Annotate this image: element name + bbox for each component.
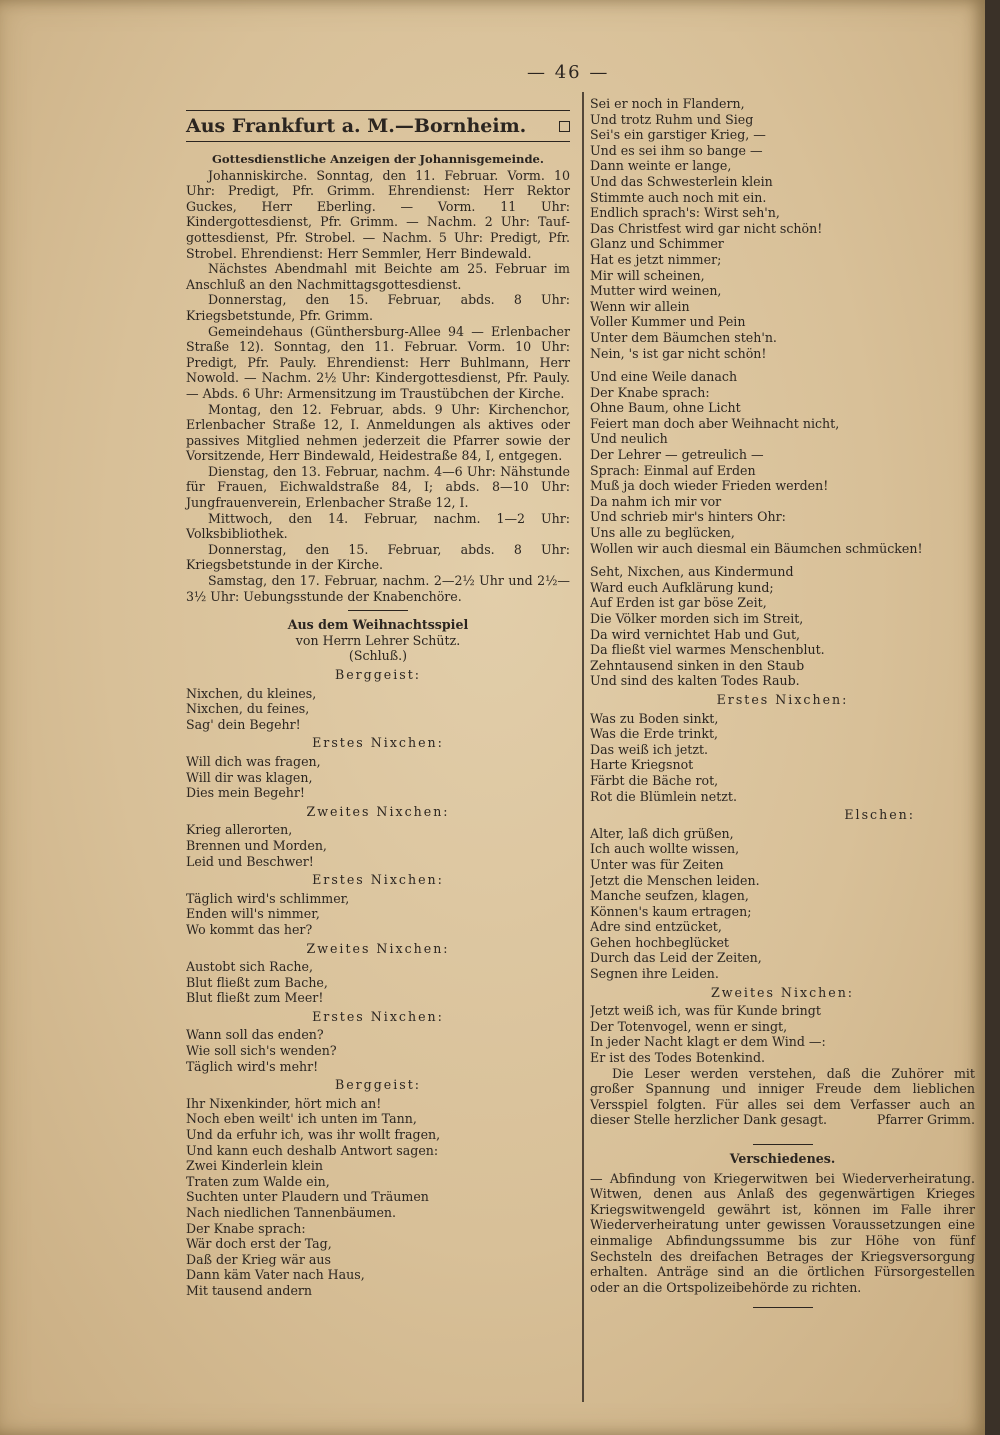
verse-stanza-1 (590, 96, 975, 361)
announcement-paragraph: Gemeindehaus (Günthersburg-Allee 94 — Erlenbacher Straße 12). Sonntag, den 11. Februar. Vorm. 10 Uhr: Predigt, Pfr. Pauly. Ehrendienst: Herr Buhlmann, Herr Nowold. — Nachm. 2½ Uhr: Kindergottesdienst, Pfr. Pauly. — Abds. 6 Uhr: Armensitzung im Traustübchen der Kirche. (186, 323, 570, 401)
separator-rule (348, 610, 408, 611)
verse-line: Nach niedlichen Tannenbäumen. (186, 1205, 397, 1220)
verse-line: Täglich wird's mehr! (186, 1058, 319, 1074)
announcement-paragraph: Johanniskirche. Sonntag, den 11. Februar. Vorm. 10 Uhr: Predigt, Pfr. Grimm. Ehrendienst: Herr Rektor Guckes, Herr Eberling. — Vorm. 11 Uhr: Kindergottesdienst, Pfr. Grimm. — Nachm. 2 Uhr: Taufgottesdienst, Pfr. Strobel. — Nachm. 5 Uhr: Predigt, Pfr. Strobel. Ehrendienst: Herr Semmler, Herr Bindewald. (186, 167, 570, 261)
verse-line: Und neulich (590, 431, 668, 447)
verse-line: Muß ja doch wieder Frieden werden! (590, 478, 829, 494)
verse-stanza-2 (590, 369, 975, 556)
column-divider (582, 92, 584, 1402)
verse-line: Der Totenvogel, wenn er singt, (590, 1018, 788, 1034)
verse-line: Sprach: Einmal auf Erden (590, 462, 756, 478)
verse-line: Mit tausend andern (186, 1282, 313, 1298)
verse-line: Feiert man doch aber Weihnacht nicht, (590, 415, 840, 431)
verse-line: Krieg allerorten, (186, 822, 293, 838)
verse-line: Voller Kummer und Pein (590, 314, 746, 330)
verse-line: Blut fließt zum Bache, (186, 974, 328, 990)
verse-line: Traten zum Walde ein, (186, 1173, 330, 1189)
verse-line: Und schrieb mir's hinters Ohr: (590, 509, 786, 525)
announcement-paragraph: Donnerstag, den 15. Februar, abds. 8 Uhr: Kriegsbetstunde in der Kirche. (186, 541, 570, 573)
play-note: (Schluß.) (348, 648, 408, 664)
verse-line: Da wird vernichtet Hab und Gut, (590, 626, 801, 642)
verse-line: Täglich wird's schlimmer, (186, 890, 350, 906)
play-author: von Herrn Lehrer Schütz. (295, 632, 461, 648)
right-column (590, 96, 975, 1314)
verse-line: Da fließt viel warmes Menschenblut. (590, 642, 825, 658)
verse-stanza-6 (590, 1003, 975, 1065)
verse-line: Auf Erden ist gar böse Zeit, (590, 595, 767, 611)
end-rule (753, 1307, 813, 1308)
role-zweites-nixchen: Zweites Nixchen: (710, 984, 855, 1000)
verse-line: Will dir was klagen, (186, 769, 313, 785)
square-ornament-icon (559, 121, 570, 132)
verse-line: Zwei Kinderlein klein (186, 1158, 323, 1174)
verse-line: Mir will scheinen, (590, 267, 705, 283)
speaker-label: Zweites Nixchen: (306, 803, 450, 819)
verse-line: Die Völker morden sich im Streit, (590, 611, 804, 626)
announcement-paragraph: Montag, den 12. Februar, abds. 9 Uhr: Kirchenchor, Erlenbacher Straße 12, I. Anmeldungen als aktives oder passives Mitglied nehmen jederzeit die Pfarrer sowie der Vorsitzende, Herr Bindewald, Heidestraße 84, I, entgegen. (186, 401, 570, 464)
title-rule-top (186, 110, 570, 111)
page-number: — 46 — (527, 62, 610, 83)
verse-line: Durch das Leid der Zeiten, (590, 950, 762, 966)
announcement-paragraph: Dienstag, den 13. Februar, nachm. 4—6 Uhr: Nähstunde für Frauen, Eichwaldstraße 84, I; abds. 8—10 Uhr: Jungfrauenverein, Erlenbacher Straße 12, I. (186, 463, 570, 511)
verse-line: Und trotz Ruhm und Sieg (590, 111, 754, 127)
verse-line: Daß der Krieg wär aus (186, 1251, 331, 1267)
verse-line: Und da erfuhr ich, was ihr wollt fragen, (186, 1127, 441, 1143)
verse-line: Wenn wir allein (590, 298, 690, 314)
verse-line: Sei's ein garstiger Krieg, — (590, 127, 766, 143)
verse-line: Und kann euch deshalb Antwort sagen: (186, 1142, 439, 1158)
misc-title: Verschiedenes. (729, 1151, 836, 1166)
verse-line: Hat es jetzt nimmer; (590, 251, 722, 267)
verse-line: Stimmte auch noch mit ein. (590, 189, 767, 205)
verse-line: Wollen wir auch diesmal ein Bäumchen schmücken! (590, 540, 923, 556)
verse-line: Was die Erde trinkt, (590, 726, 719, 742)
verse-line: Seht, Nixchen, aus Kindermund (590, 564, 794, 580)
verse-line: Der Knabe sprach: (590, 384, 710, 400)
verse-stanza-3 (590, 564, 975, 689)
verse-line: Ward euch Aufklärung kund; (590, 579, 774, 595)
misc-text: — Abfindung von Kriegerwitwen bei Wiederverheiratung. Witwen, denen aus Anlaß des gegenwärtigen Krieges Kriegswitwengeld gewährt ist, können im Falle ihrer Wiederverheiratung unter gewissen Voraussetzungen eine einmalige Abfindungssumme bis zur Höhe von fünf Sechsteln des dreifachen Betrages der Kriegsversorgung erhalten. Anträge sind an die örtlichen Fürsorgestellen oder an die Ortspolizeibehörde zu richten. (590, 1170, 975, 1295)
closing-paragraph (590, 1066, 975, 1128)
speaker-label: Berggeist: (334, 1077, 422, 1093)
verse-line: Da nahm ich mir vor (590, 493, 722, 509)
speaker-label: Erstes Nixchen: (312, 735, 444, 751)
verse-line: Wann soll das enden? (186, 1027, 324, 1043)
verse-line: Das Christfest wird gar nicht schön! (590, 220, 823, 236)
book-edge (985, 0, 1000, 1435)
verse-line: Unter was für Zeiten (590, 856, 724, 872)
verse-line: Uns alle zu beglücken, (590, 525, 735, 541)
verse-line: Nixchen, du kleines, (186, 685, 317, 701)
verse-line: Enden will's nimmer, (186, 906, 320, 922)
verse-line: Blut fließt zum Meer! (186, 990, 324, 1006)
verse-line: Noch eben weilt' ich unten im Tann, (186, 1111, 417, 1127)
left-column (186, 108, 570, 1299)
verse-line: Nein, 's ist gar nicht schön! (590, 345, 767, 361)
closing-signature: Pfarrer Grimm. (876, 1112, 975, 1128)
closing-text: Die Leser werden verstehen, daß die Zuhörer mit großer Spannung und inniger Freude dem lieblichen Versspiel folgten. Für alles sei dem Verfasser auch an dieser Stelle herzlicher Dank gesagt. (590, 1065, 975, 1128)
verse-line: Können's kaum ertragen; (590, 903, 752, 919)
verse-line: Ihr Nixenkinder, hört mich an! (186, 1095, 382, 1111)
verse-line: Und eine Weile danach (590, 369, 738, 385)
verse-line: Und es sei ihm so bange — (590, 142, 763, 158)
section-title (186, 113, 570, 139)
verse-line: Der Knabe sprach: (186, 1220, 306, 1236)
verse-line: Ich auch wollte wissen, (590, 841, 740, 857)
verse-line: Leid und Beschwer! (186, 853, 314, 869)
verse-line: Ohne Baum, ohne Licht (590, 400, 741, 416)
verse-line: In jeder Nacht klagt er dem Wind —: (590, 1034, 826, 1050)
announcement-paragraph: Samstag, den 17. Februar, nachm. 2—2½ Uhr und 2½—3½ Uhr: Uebungsstunde der Knabenchöre. (186, 573, 570, 604)
title-rule-bottom (186, 141, 570, 142)
announcement-paragraph: Donnerstag, den 15. Februar, abds. 8 Uhr: Kriegsbetstunde, Pfr. Grimm. (186, 292, 570, 323)
role-elschen: Elschen: (844, 807, 915, 823)
verse-line: Und das Schwesterlein klein (590, 173, 773, 189)
announcements-subtitle: Gottesdienstliche Anzeigen der Johannisgemeinde. (212, 152, 544, 166)
verse-line: Sei er noch in Flandern, (590, 96, 745, 111)
verse-line: Dann weinte er lange, (590, 158, 732, 174)
verse-line: Brennen und Morden, (186, 837, 327, 853)
verse-line: Endlich sprach's: Wirst seh'n, (590, 205, 780, 221)
verse-line: Dies mein Begehr! (186, 785, 305, 801)
verse-line: Der Lehrer — getreulich — (590, 447, 764, 463)
role-erstes-nixchen: Erstes Nixchen: (716, 691, 849, 707)
section-title-text: Aus Frankfurt a. M.—Bornheim. (186, 115, 527, 137)
verse-line: Das weiß ich jetzt. (590, 741, 709, 757)
verse-line: Wie soll sich's wenden? (186, 1043, 337, 1059)
verse-line: Segnen ihre Leiden. (590, 966, 719, 982)
verse-line: Alter, laß dich grüßen, (590, 825, 734, 841)
speaker-label: Berggeist: (334, 667, 422, 682)
verse-line: Jetzt die Menschen leiden. (590, 872, 760, 888)
separator-rule-2 (753, 1144, 813, 1145)
verse-stanza-4 (590, 711, 975, 805)
play-title: Aus dem Weihnachtsspiel (287, 617, 469, 633)
verse-line: Dann käm Vater nach Haus, (186, 1267, 365, 1283)
verse-line: Färbt die Bäche rot, (590, 772, 719, 788)
verse-line: Glanz und Schimmer (590, 236, 724, 252)
verse-line: Rot die Blümlein netzt. (590, 788, 737, 804)
speaker-label: Zweites Nixchen: (306, 940, 450, 956)
verse-line: Zehntausend sinken in den Staub (590, 657, 805, 673)
verse-stanza-5 (590, 826, 975, 982)
verse-line: Will dich was fragen, (186, 753, 321, 769)
verse-line: Harte Kriegsnot (590, 757, 694, 773)
verse-line: Sag' dein Begehr! (186, 716, 301, 732)
speaker-label: Erstes Nixchen: (312, 1008, 444, 1024)
announcement-paragraph: Nächstes Abendmahl mit Beichte am 25. Februar im Anschluß an den Nachmittagsgottesdienst. (186, 261, 570, 292)
verse-line: Manche seufzen, klagen, (590, 888, 749, 904)
verse-line: Jetzt weiß ich, was für Kunde bringt (590, 1003, 821, 1019)
verse-line: Adre sind entzücket, (590, 919, 722, 935)
announcement-paragraph: Mittwoch, den 14. Februar, nachm. 1—2 Uhr: Volksbibliothek. (186, 510, 570, 542)
verse-line: Und sind des kalten Todes Raub. (590, 673, 800, 689)
play-verses (186, 667, 570, 1299)
verse-line: Gehen hochbeglücket (590, 934, 729, 950)
verse-line: Suchten unter Plaudern und Träumen (186, 1189, 429, 1205)
verse-line: Er ist des Todes Botenkind. (590, 1050, 766, 1066)
speaker-label: Erstes Nixchen: (312, 872, 444, 888)
verse-line: Austobt sich Rache, (186, 959, 313, 975)
verse-line: Mutter wird weinen, (590, 283, 722, 299)
announcements-list (186, 168, 570, 605)
verse-line: Unter dem Bäumchen steh'n. (590, 329, 777, 345)
verse-line: Wär doch erst der Tag, (186, 1236, 332, 1252)
verse-line: Nixchen, du feines, (186, 701, 310, 717)
verse-line: Was zu Boden sinkt, (590, 710, 719, 726)
verse-line: Wo kommt das her? (186, 921, 313, 937)
